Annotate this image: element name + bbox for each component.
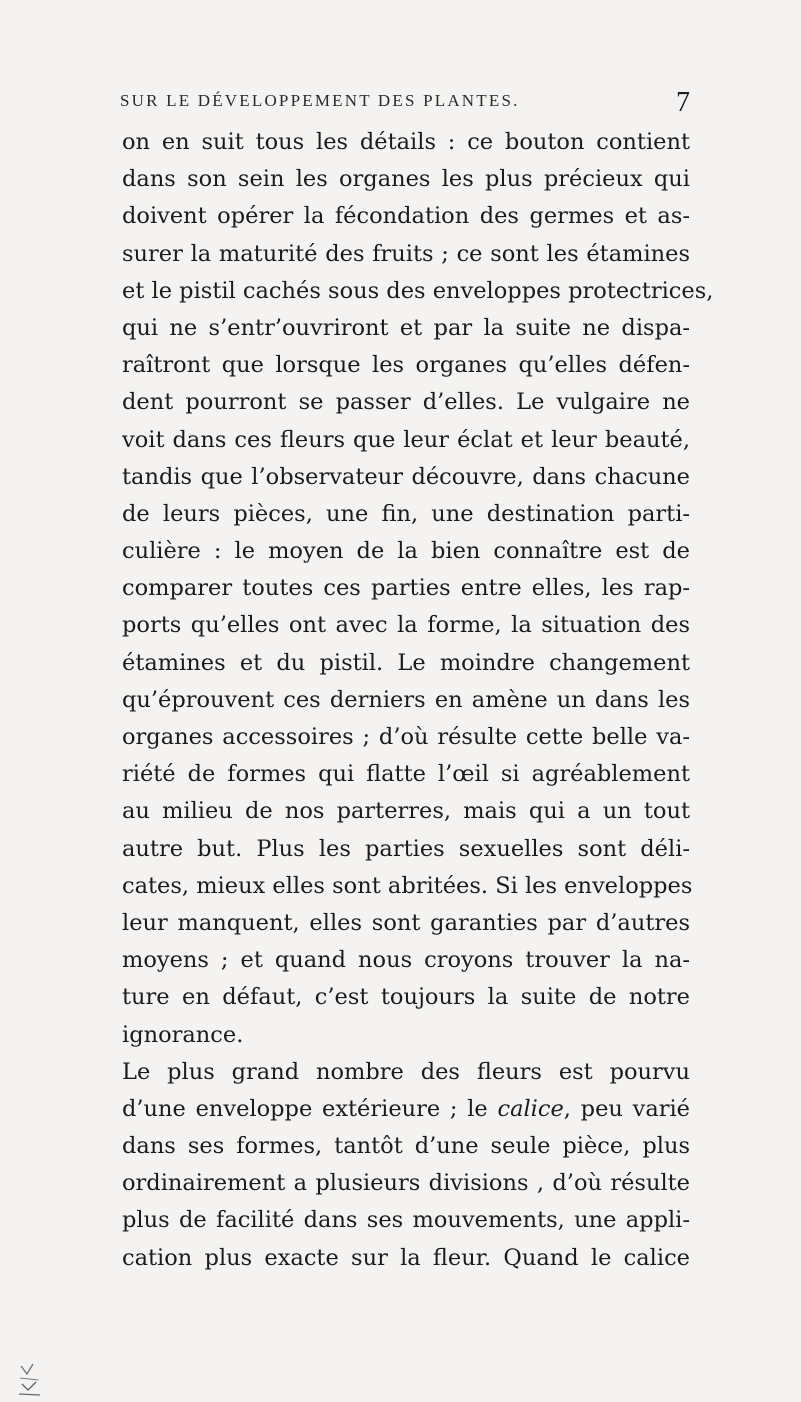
text-line: comparer toutes ces parties entre elles, les rap- xyxy=(122,575,690,602)
text-line: au milieu de nos parterres, mais qui a un tout xyxy=(122,798,690,825)
text-line: on en suit tous les détails : ce bouton contient xyxy=(122,129,690,155)
text-line: plus de facilité dans ses mouvements, une appli- xyxy=(122,1207,690,1234)
text-line: cates, mieux elles sont abritées. Si les enveloppes xyxy=(122,872,693,899)
text-line: moyens ; et quand nous croyons trouver la na- xyxy=(122,947,690,974)
text-line: culière : le moyen de la bien connaître est de xyxy=(122,538,690,565)
text-line: de leurs pièces, une fin, une destination parti- xyxy=(122,500,690,527)
text-line: ture en défaut, c’est toujours la suite de notre xyxy=(122,984,690,1011)
text-segment: d’une enveloppe extérieure ; le xyxy=(122,1095,498,1122)
text-segment: , peu varié xyxy=(563,1095,691,1122)
text-line: cation plus exacte sur la fleur. Quand le calice xyxy=(122,1244,690,1271)
running-head xyxy=(120,87,690,121)
text-line: riété de formes qui flatte l’œil si agréablement xyxy=(122,761,690,788)
text-line: étamines et du pistil. Le moindre changement xyxy=(122,649,690,676)
text-line: qui ne s’entr’ouvriront et par la suite ne dispa- xyxy=(122,314,690,341)
text-line: leur manquent, elles sont garanties par d’autres xyxy=(122,909,690,936)
italic-term: calice xyxy=(497,1095,564,1122)
page-number: 7 xyxy=(676,87,690,118)
text-line: ignorance. xyxy=(122,1021,244,1048)
text-line: et le pistil cachés sous des enveloppes protectrices, xyxy=(122,277,714,304)
body-text xyxy=(122,124,714,1277)
text-line: dent pourront se passer d’elles. Le vulgaire ne xyxy=(122,389,690,416)
text-line: autre but. Plus les parties sexuelles sont déli- xyxy=(122,835,690,862)
text-line: doivent opérer la fécondation des germes et as- xyxy=(122,203,690,230)
text-line: dans ses formes, tantôt d’une seule pièce, plus xyxy=(122,1133,690,1160)
text-line: qu’éprouvent ces derniers en amène un dans les xyxy=(122,686,690,713)
text-line: organes accessoires ; d’où résulte cette belle va- xyxy=(122,724,690,750)
text-line: tandis que l’observateur découvre, dans chacune xyxy=(122,463,690,490)
text-line: ports qu’elles ont avec la forme, la situation des xyxy=(122,612,690,639)
running-title: SUR LE DÉVELOPPEMENT DES PLANTES. xyxy=(120,91,520,110)
text-line: ordinairement a plusieurs divisions , d’où résulte xyxy=(122,1170,690,1197)
text-line: Le plus grand nombre des fleurs est pourvu xyxy=(122,1058,690,1085)
corner-ink-mark-icon xyxy=(18,1362,42,1396)
text-line: surer la maturité des fruits ; ce sont les étamines xyxy=(122,240,690,267)
text-line: dans son sein les organes les plus précieux qui xyxy=(122,166,690,193)
text-line: voit dans ces fleurs que leur éclat et leur beauté, xyxy=(122,426,690,453)
text-line: raîtront que lorsque les organes qu’elles défen- xyxy=(122,352,690,379)
text-line xyxy=(122,1091,690,1128)
